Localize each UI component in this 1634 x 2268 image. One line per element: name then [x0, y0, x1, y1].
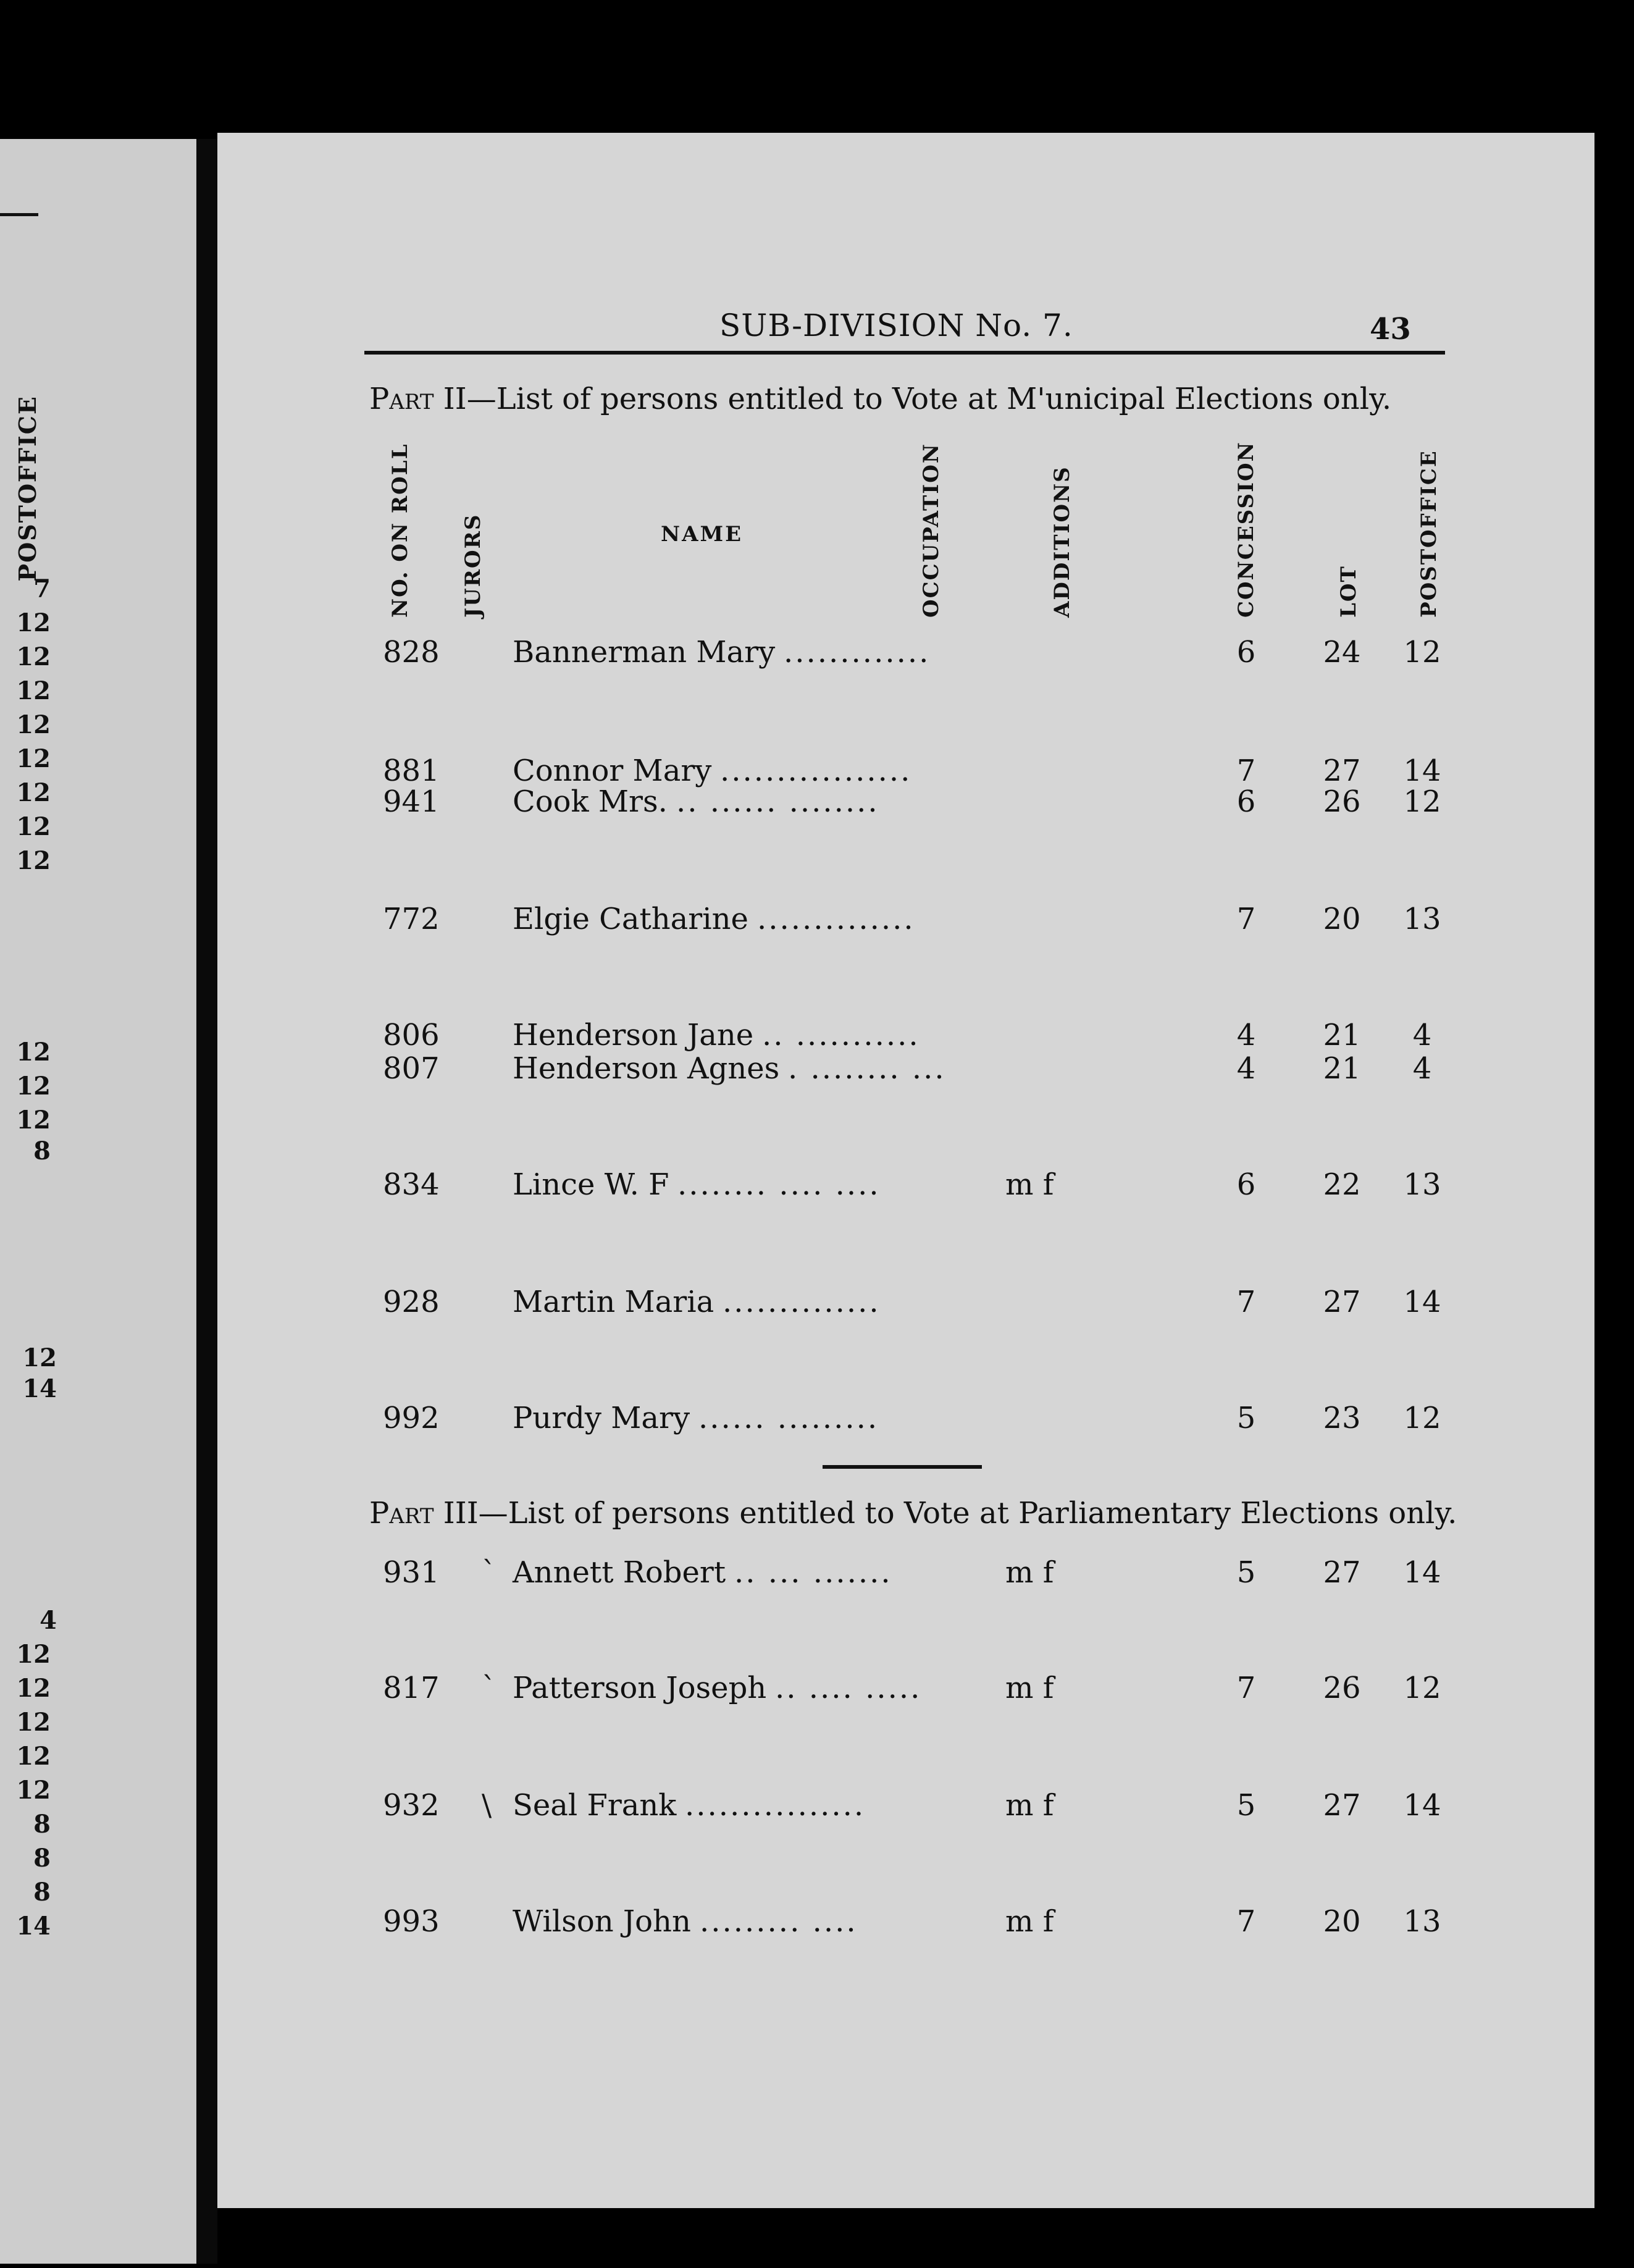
voter-name: Seal Frank — [513, 1788, 677, 1823]
additions: m f — [1005, 1671, 1054, 1705]
leader-dots: . ........ ... — [788, 1051, 946, 1086]
postoffice: 12 — [1403, 1401, 1441, 1435]
roll-number: 941 — [383, 784, 440, 819]
roll-number: 881 — [383, 754, 440, 788]
roll-number: 772 — [383, 902, 440, 936]
voter-name: Martin Maria — [513, 1285, 714, 1319]
roll-number: 834 — [383, 1167, 440, 1202]
part2-heading — [369, 382, 1391, 416]
postoffice: 12 — [1403, 1671, 1441, 1705]
roll-number: 931 — [383, 1555, 440, 1590]
col-lot-header: LOT — [1336, 565, 1361, 618]
left-page-number: 14 — [16, 1912, 51, 1941]
left-page-rule — [0, 213, 38, 216]
additions: m f — [1005, 1904, 1054, 1939]
postoffice: 14 — [1403, 1285, 1441, 1319]
left-page-number: 8 — [33, 1844, 51, 1873]
left-page-number: 12 — [16, 1776, 51, 1805]
part3-heading — [369, 1496, 1457, 1531]
roll-number: 806 — [383, 1018, 440, 1052]
left-page-number: 12 — [16, 1072, 51, 1101]
left-page-number: 8 — [33, 1878, 51, 1907]
left-page-number: 12 — [16, 1742, 51, 1771]
voter-name: Patterson Joseph — [513, 1671, 767, 1705]
postoffice: 4 — [1412, 1018, 1432, 1052]
voter-name: Connor Mary — [513, 754, 712, 788]
voter-name: Wilson John — [513, 1904, 691, 1939]
postoffice: 12 — [1403, 635, 1441, 670]
lot: 22 — [1323, 1167, 1361, 1202]
leader-dots: ........ .... .... — [677, 1167, 881, 1202]
postoffice: 14 — [1403, 1788, 1441, 1823]
leader-dots: .. .... ..... — [775, 1671, 922, 1705]
voter-name: Henderson Jane — [513, 1018, 754, 1052]
voter-name: Lince W. F — [513, 1167, 669, 1202]
concession: 5 — [1236, 1555, 1256, 1590]
leader-dots: ................. — [720, 754, 912, 788]
voter-name: Purdy Mary — [513, 1401, 690, 1435]
left-page-number: 12 — [16, 1640, 51, 1669]
roll-number: 992 — [383, 1401, 440, 1435]
roll-number: 932 — [383, 1788, 440, 1823]
roll-number: 928 — [383, 1285, 440, 1319]
voter-name: Bannerman Mary — [513, 635, 776, 670]
voter-name: Annett Robert — [513, 1555, 726, 1590]
lot: 21 — [1323, 1018, 1361, 1052]
concession: 5 — [1236, 1401, 1256, 1435]
additions: m f — [1005, 1788, 1054, 1823]
leader-dots: ......... .... — [700, 1904, 858, 1939]
leader-dots: .............. — [723, 1285, 881, 1319]
voter-name: Henderson Agnes — [513, 1051, 780, 1086]
part3-heading-rest: —List of persons entitled to Vote at Parliamentary Elections only. — [478, 1496, 1457, 1531]
additions: m f — [1005, 1167, 1054, 1202]
postoffice: 13 — [1403, 1904, 1441, 1939]
leader-dots: ............. — [784, 635, 931, 670]
col-jurors-header: JURORS — [461, 513, 485, 618]
table-row — [0, 1285, 1634, 1328]
table-row — [0, 1401, 1634, 1444]
left-page-number: 7 — [33, 574, 51, 603]
left-page-number: 12 — [16, 812, 51, 841]
table-row — [0, 1904, 1634, 1947]
postoffice: 14 — [1403, 754, 1441, 788]
left-page-number: 12 — [16, 642, 51, 671]
left-page-number: 12 — [22, 1343, 57, 1372]
table-row — [0, 1167, 1634, 1211]
roll-number: 807 — [383, 1051, 440, 1086]
left-page-number: 12 — [16, 676, 51, 705]
voter-name: Elgie Catharine — [513, 902, 748, 936]
roll-number: 828 — [383, 635, 440, 670]
page-title: SUB-DIVISION No. 7. — [719, 308, 1073, 343]
concession: 4 — [1236, 1051, 1256, 1086]
leader-dots: .. ... ....... — [734, 1555, 892, 1590]
postoffice: 4 — [1412, 1051, 1432, 1086]
part2-heading-lead: Part II — [369, 382, 467, 416]
table-row — [0, 1671, 1634, 1714]
postoffice: 13 — [1403, 1167, 1441, 1202]
roll-number: 817 — [383, 1671, 440, 1705]
concession: 7 — [1236, 1904, 1256, 1939]
left-page-number: 8 — [33, 1136, 51, 1166]
left-page-number: 12 — [16, 846, 51, 875]
col-name-header: NAME — [661, 522, 744, 547]
leader-dots: ...... ......... — [698, 1401, 879, 1435]
left-page-number: 12 — [16, 744, 51, 773]
leader-dots: .. ........... — [762, 1018, 920, 1052]
left-page-number: 12 — [16, 1708, 51, 1737]
left-postoffice-header: POSTOFFICE — [13, 395, 41, 582]
left-page-number: 12 — [16, 1038, 51, 1067]
lot: 26 — [1323, 1671, 1361, 1705]
lot: 27 — [1323, 1555, 1361, 1590]
lot: 27 — [1323, 754, 1361, 788]
header-rule — [364, 351, 1445, 355]
left-page-number: 12 — [16, 608, 51, 637]
postoffice: 14 — [1403, 1555, 1441, 1590]
concession: 6 — [1236, 1167, 1256, 1202]
lot: 21 — [1323, 1051, 1361, 1086]
lot: 24 — [1323, 635, 1361, 670]
lot: 20 — [1323, 902, 1361, 936]
concession: 7 — [1236, 1285, 1256, 1319]
juror-mark: ˋ — [482, 1671, 496, 1705]
section-divider — [823, 1465, 982, 1469]
left-page-number: 12 — [16, 778, 51, 807]
table-row — [0, 1788, 1634, 1831]
part3-heading-lead: Part III — [369, 1496, 479, 1531]
lot: 27 — [1323, 1788, 1361, 1823]
table-row — [0, 784, 1634, 828]
additions: m f — [1005, 1555, 1054, 1590]
table-row — [0, 902, 1634, 945]
concession: 6 — [1236, 635, 1256, 670]
col-roll-header: NO. ON ROLL — [388, 443, 413, 618]
left-page-number: 8 — [33, 1810, 51, 1839]
concession: 6 — [1236, 784, 1256, 819]
juror-mark: ˋ — [482, 1555, 496, 1590]
concession: 7 — [1236, 1671, 1256, 1705]
left-page-number: 12 — [16, 1674, 51, 1703]
col-occupation-header: OCCUPATION — [919, 443, 944, 618]
postoffice: 12 — [1403, 784, 1441, 819]
voter-name: Cook Mrs. — [513, 784, 668, 819]
lot: 20 — [1323, 1904, 1361, 1939]
left-page-number: 12 — [16, 710, 51, 739]
postoffice: 13 — [1403, 902, 1441, 936]
page-number: 43 — [1370, 312, 1411, 346]
col-additions-header: ADDITIONS — [1050, 466, 1075, 618]
concession: 7 — [1236, 754, 1256, 788]
col-postoffice-header: POSTOFFICE — [1417, 450, 1441, 618]
juror-mark: \ — [482, 1788, 492, 1823]
leader-dots: .............. — [757, 902, 915, 936]
left-page-number: 4 — [40, 1606, 57, 1635]
table-row — [0, 1555, 1634, 1598]
leader-dots: .. ...... ........ — [676, 784, 879, 819]
roll-number: 993 — [383, 1904, 440, 1939]
left-page-number: 14 — [22, 1374, 57, 1403]
part2-heading-rest: —List of persons entitled to Vote at M'unicipal Elections only. — [466, 382, 1392, 416]
lot: 23 — [1323, 1401, 1361, 1435]
left-page-number: 12 — [16, 1106, 51, 1135]
concession: 4 — [1236, 1018, 1256, 1052]
table-row — [0, 635, 1634, 678]
leader-dots: ................ — [685, 1788, 866, 1823]
lot: 26 — [1323, 784, 1361, 819]
concession: 5 — [1236, 1788, 1256, 1823]
concession: 7 — [1236, 902, 1256, 936]
col-concession-header: CONCESSION — [1234, 441, 1259, 618]
table-row — [0, 1051, 1634, 1094]
lot: 27 — [1323, 1285, 1361, 1319]
